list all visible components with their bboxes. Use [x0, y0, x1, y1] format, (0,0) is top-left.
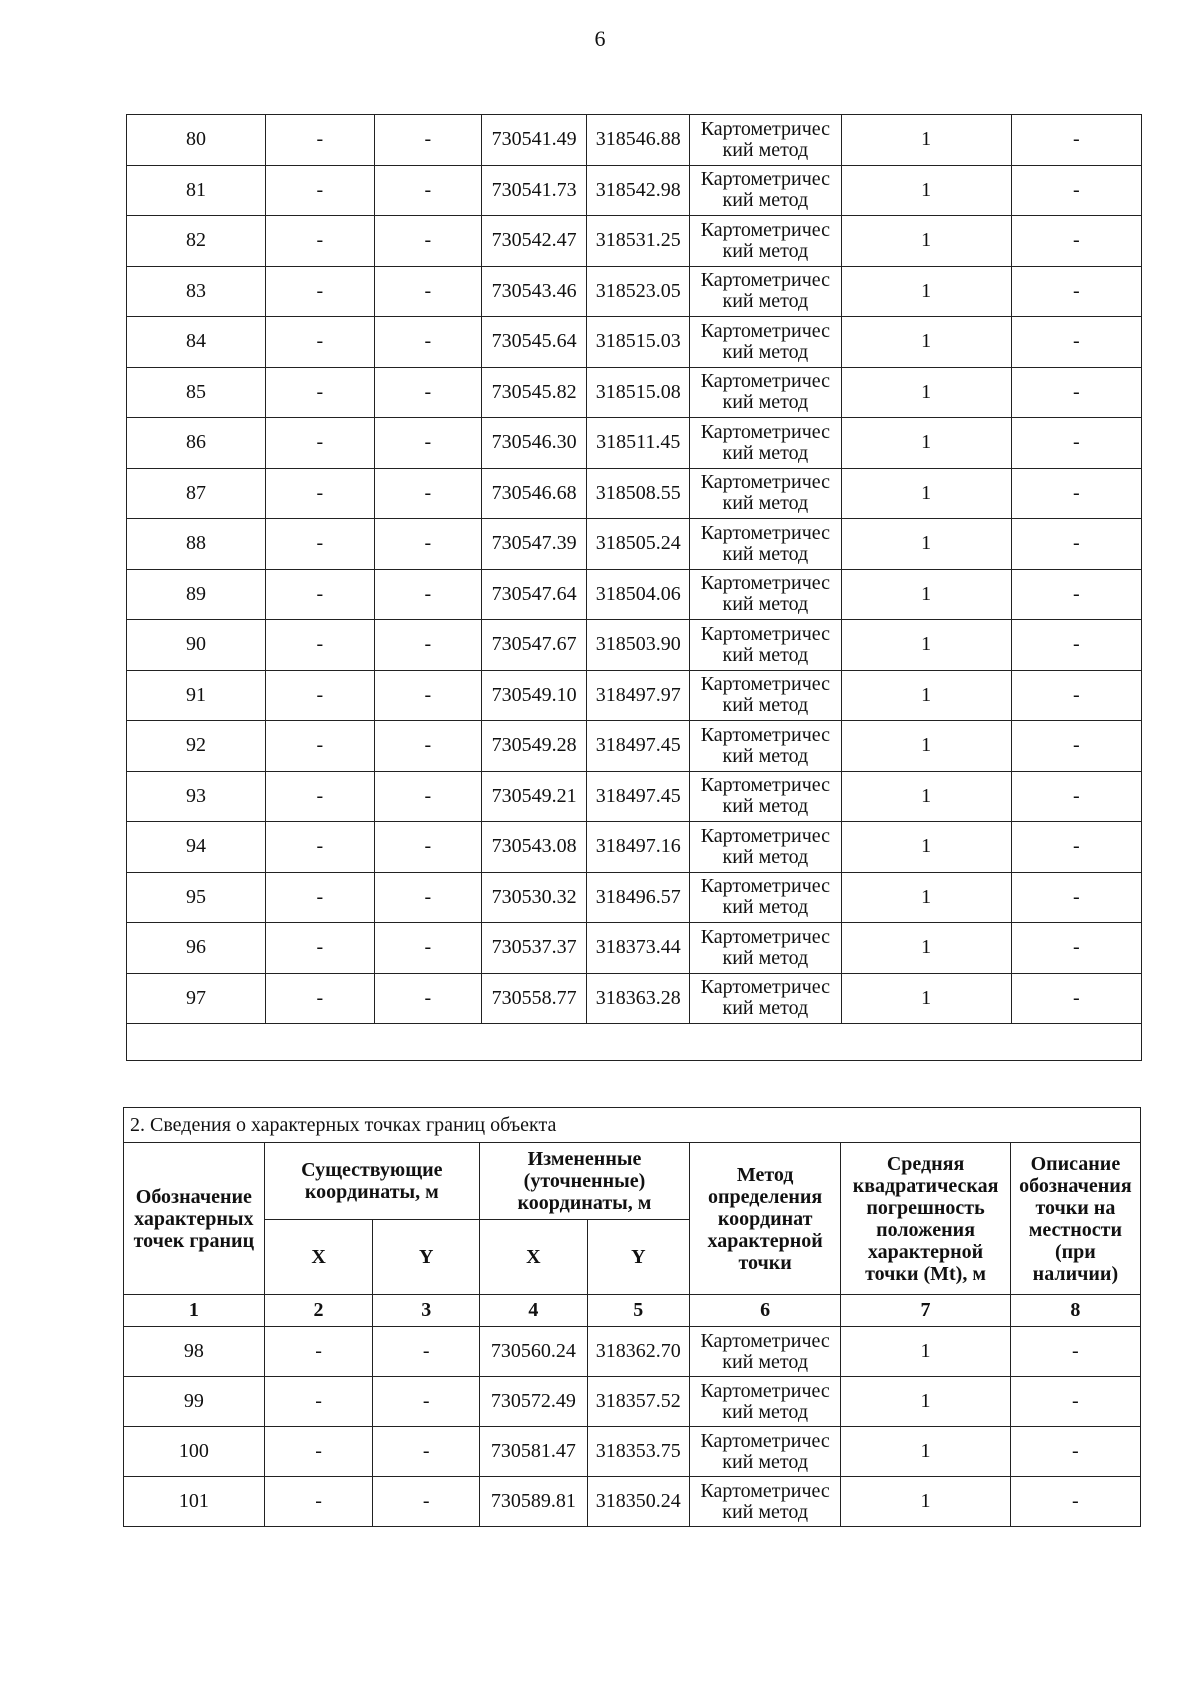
existing-y-cell: - [373, 1377, 480, 1427]
column-number: 5 [587, 1295, 689, 1327]
method-cell [689, 1477, 840, 1527]
table-row [124, 1377, 1141, 1427]
method-cell [690, 317, 842, 368]
existing-x-cell: - [265, 771, 374, 822]
method-cell [690, 519, 842, 570]
method-line-2: кий метод [722, 290, 809, 313]
changed-x-cell: 730549.10 [481, 670, 587, 721]
method-line-1: Картометричес [700, 1379, 830, 1402]
existing-y-cell: - [374, 317, 481, 368]
changed-x-cell: 730549.21 [481, 771, 587, 822]
changed-y-cell: 318363.28 [587, 973, 690, 1024]
existing-x-cell: - [265, 519, 374, 570]
header-method-l2: определения [708, 1185, 823, 1208]
method-line-2: кий метод [722, 593, 809, 616]
existing-y-cell: - [374, 620, 481, 671]
method-cell [690, 569, 842, 620]
header-changed-l1: Измененные [527, 1148, 642, 1170]
header-method-l5: точки [738, 1251, 792, 1274]
error-mt-cell: 1 [841, 367, 1011, 418]
changed-x-cell: 730546.30 [481, 418, 587, 469]
changed-x-cell: 730589.81 [479, 1477, 587, 1527]
existing-x-cell: - [265, 670, 374, 721]
column-number: 8 [1010, 1295, 1140, 1327]
method-line-2: кий метод [722, 441, 809, 464]
point-number-cell: 88 [127, 519, 266, 570]
header-description-l2: обозначения [1019, 1174, 1132, 1197]
description-cell: - [1011, 872, 1141, 923]
changed-x-cell: 730560.24 [479, 1327, 587, 1377]
changed-y-cell: 318373.44 [587, 923, 690, 974]
header-changed-l3: координаты, м [517, 1192, 652, 1214]
changed-y-cell: 318497.97 [587, 670, 690, 721]
point-number-cell: 93 [127, 771, 266, 822]
existing-x-cell: - [264, 1377, 373, 1427]
existing-x-cell: - [265, 468, 374, 519]
changed-y-cell: 318497.16 [587, 822, 690, 873]
header-designation-l2: характерных [134, 1207, 254, 1230]
table-row [127, 165, 1142, 216]
error-mt-cell: 1 [841, 317, 1011, 368]
changed-y-cell: 318503.90 [587, 620, 690, 671]
method-cell [690, 620, 842, 671]
method-cell [690, 165, 842, 216]
header-existing-l2: координаты, м [304, 1181, 439, 1203]
method-line-1: Картометричес [700, 1479, 830, 1502]
error-mt-cell: 1 [841, 822, 1011, 873]
error-mt-cell: 1 [841, 872, 1011, 923]
changed-y-cell: 318508.55 [587, 468, 690, 519]
description-cell: - [1011, 822, 1141, 873]
error-mt-cell: 1 [841, 721, 1011, 772]
header-method-l3: координат [717, 1207, 813, 1230]
method-cell [689, 1327, 840, 1377]
changed-x-cell: 730547.64 [481, 569, 587, 620]
existing-x-cell: - [265, 266, 374, 317]
point-number-cell: 99 [124, 1377, 265, 1427]
table-row [127, 418, 1142, 469]
method-line-2: кий метод [722, 694, 809, 717]
header-changed-x: X [479, 1220, 587, 1295]
changed-y-cell: 318504.06 [587, 569, 690, 620]
method-cell [690, 872, 842, 923]
method-cell [690, 771, 842, 822]
header-error-l6: точки (Mt), м [865, 1262, 986, 1285]
header-existing-y: Y [373, 1220, 480, 1295]
existing-y-cell: - [374, 721, 481, 772]
table-row [127, 822, 1142, 873]
changed-x-cell: 730545.64 [481, 317, 587, 368]
description-cell: - [1011, 771, 1141, 822]
method-line-1: Картометричес [700, 117, 831, 140]
method-line-1: Картометричес [700, 824, 831, 847]
existing-y-cell: - [374, 822, 481, 873]
header-changed-y: Y [587, 1220, 689, 1295]
description-cell: - [1011, 266, 1141, 317]
header-designation-l3: точек границ [133, 1229, 255, 1252]
method-line-2: кий метод [722, 1500, 808, 1523]
point-number-cell: 84 [127, 317, 266, 368]
method-cell [690, 923, 842, 974]
point-number-cell: 89 [127, 569, 266, 620]
table-row [127, 721, 1142, 772]
method-cell [689, 1377, 840, 1427]
method-line-1: Картометричес [700, 1429, 830, 1452]
changed-y-cell: 318496.57 [587, 872, 690, 923]
existing-y-cell: - [373, 1477, 480, 1527]
existing-y-cell: - [374, 367, 481, 418]
method-line-1: Картометричес [700, 1329, 830, 1352]
method-line-2: кий метод [722, 542, 809, 565]
changed-y-cell: 318511.45 [587, 418, 690, 469]
method-line-2: кий метод [722, 643, 809, 666]
error-mt-cell: 1 [841, 115, 1011, 166]
method-line-1: Картометричес [700, 572, 831, 595]
page-number: 6 [594, 26, 606, 51]
description-cell: - [1011, 519, 1141, 570]
method-cell [689, 1427, 840, 1477]
point-number-cell: 82 [127, 216, 266, 267]
method-line-1: Картометричес [700, 774, 831, 797]
header-error-l3: погрешность [866, 1196, 985, 1219]
point-number-cell: 91 [127, 670, 266, 721]
method-line-2: кий метод [722, 1350, 808, 1373]
method-line-2: кий метод [722, 340, 809, 363]
method-line-1: Картометричес [700, 168, 831, 191]
method-cell [690, 468, 842, 519]
description-cell: - [1011, 317, 1141, 368]
header-error-l4: положения [876, 1218, 976, 1241]
table-row [127, 620, 1142, 671]
point-number-cell: 90 [127, 620, 266, 671]
existing-y-cell: - [374, 872, 481, 923]
error-mt-cell: 1 [841, 266, 1011, 317]
existing-x-cell: - [265, 569, 374, 620]
header-changed [479, 1143, 689, 1220]
changed-x-cell: 730542.47 [481, 216, 587, 267]
existing-y-cell: - [374, 519, 481, 570]
header-description-l1: Описание [1030, 1152, 1121, 1175]
existing-x-cell: - [264, 1477, 373, 1527]
method-line-1: Картометричес [700, 723, 831, 746]
method-line-2: кий метод [722, 795, 809, 818]
existing-x-cell: - [264, 1427, 373, 1477]
description-cell: - [1011, 569, 1141, 620]
error-mt-cell: 1 [841, 1377, 1010, 1427]
description-cell: - [1011, 721, 1141, 772]
existing-x-cell: - [265, 973, 374, 1024]
method-cell [690, 670, 842, 721]
existing-x-cell: - [265, 923, 374, 974]
point-number-cell: 83 [127, 266, 266, 317]
column-number: 7 [841, 1295, 1010, 1327]
table-row [127, 115, 1142, 166]
method-cell [690, 973, 842, 1024]
empty-cell [127, 1024, 1142, 1061]
existing-x-cell: - [265, 367, 374, 418]
error-mt-cell: 1 [841, 670, 1011, 721]
header-existing-l1: Существующие [301, 1159, 443, 1181]
changed-y-cell: 318531.25 [587, 216, 690, 267]
existing-x-cell: - [265, 872, 374, 923]
existing-y-cell: - [374, 115, 481, 166]
column-number: 6 [689, 1295, 840, 1327]
changed-y-cell: 318515.08 [587, 367, 690, 418]
table-row [127, 973, 1142, 1024]
error-mt-cell: 1 [841, 468, 1011, 519]
point-number-cell: 100 [124, 1427, 265, 1477]
method-line-1: Картометричес [700, 370, 831, 393]
error-mt-cell: 1 [841, 418, 1011, 469]
header-description [1010, 1143, 1140, 1295]
changed-x-cell: 730541.49 [481, 115, 587, 166]
method-line-2: кий метод [722, 744, 809, 767]
point-number-cell: 95 [127, 872, 266, 923]
point-number-cell: 87 [127, 468, 266, 519]
existing-y-cell: - [374, 670, 481, 721]
method-line-2: кий метод [722, 391, 809, 414]
method-line-1: Картометричес [700, 319, 831, 342]
table-row [127, 670, 1142, 721]
existing-x-cell: - [265, 165, 374, 216]
table-row [127, 216, 1142, 267]
method-line-2: кий метод [722, 138, 809, 161]
header-error-l1: Средняя [886, 1152, 965, 1175]
column-number: 1 [124, 1295, 265, 1327]
boundary-points-table [123, 1107, 1141, 1527]
header-error-l2: квадратическая [852, 1174, 999, 1197]
table-row [124, 1477, 1141, 1527]
header-error-l5: характерной [867, 1240, 984, 1263]
point-number-cell: 81 [127, 165, 266, 216]
method-cell [690, 266, 842, 317]
method-line-1: Картометричес [700, 622, 831, 645]
changed-x-cell: 730549.28 [481, 721, 587, 772]
method-line-1: Картометричес [700, 269, 831, 292]
error-mt-cell: 1 [841, 620, 1011, 671]
changed-x-cell: 730543.08 [481, 822, 587, 873]
table-row [124, 1327, 1141, 1377]
header-designation [124, 1143, 265, 1295]
header-method-l1: Метод [736, 1163, 794, 1186]
changed-x-cell: 730547.39 [481, 519, 587, 570]
existing-x-cell: - [265, 822, 374, 873]
point-number-cell: 80 [127, 115, 266, 166]
changed-x-cell: 730537.37 [481, 923, 587, 974]
table-row [127, 266, 1142, 317]
changed-x-cell: 730530.32 [481, 872, 587, 923]
description-cell: - [1011, 670, 1141, 721]
method-line-1: Картометричес [700, 875, 831, 898]
existing-x-cell: - [265, 418, 374, 469]
error-mt-cell: 1 [841, 569, 1011, 620]
table1-body [127, 115, 1142, 1061]
existing-x-cell: - [265, 317, 374, 368]
changed-x-cell: 730581.47 [479, 1427, 587, 1477]
existing-x-cell: - [265, 721, 374, 772]
changed-y-cell: 318546.88 [587, 115, 690, 166]
existing-y-cell: - [374, 418, 481, 469]
changed-x-cell: 730543.46 [481, 266, 587, 317]
existing-y-cell: - [374, 266, 481, 317]
method-line-2: кий метод [722, 946, 809, 969]
existing-y-cell: - [374, 165, 481, 216]
existing-y-cell: - [374, 468, 481, 519]
changed-y-cell: 318350.24 [587, 1477, 689, 1527]
point-number-cell: 92 [127, 721, 266, 772]
error-mt-cell: 1 [841, 519, 1011, 570]
table2-title: 2. Сведения о характерных точках границ объекта [124, 1108, 1141, 1143]
existing-x-cell: - [264, 1327, 373, 1377]
method-cell [690, 721, 842, 772]
point-number-cell: 101 [124, 1477, 265, 1527]
method-line-2: кий метод [722, 1450, 808, 1473]
method-line-1: Картометричес [700, 521, 831, 544]
method-line-2: кий метод [722, 1400, 808, 1423]
point-number-cell: 96 [127, 923, 266, 974]
existing-x-cell: - [265, 216, 374, 267]
description-cell: - [1011, 468, 1141, 519]
method-line-2: кий метод [722, 896, 809, 919]
method-line-2: кий метод [722, 189, 809, 212]
error-mt-cell: 1 [841, 1427, 1010, 1477]
method-line-1: Картометричес [700, 925, 831, 948]
method-line-1: Картометричес [700, 471, 831, 494]
description-cell: - [1011, 973, 1141, 1024]
coordinates-table-continued [126, 114, 1142, 1061]
point-number-cell: 97 [127, 973, 266, 1024]
description-cell: - [1010, 1477, 1140, 1527]
error-mt-cell: 1 [841, 1477, 1010, 1527]
existing-y-cell: - [374, 973, 481, 1024]
changed-y-cell: 318362.70 [587, 1327, 689, 1377]
method-line-1: Картометричес [700, 673, 831, 696]
changed-y-cell: 318523.05 [587, 266, 690, 317]
changed-x-cell: 730547.67 [481, 620, 587, 671]
method-line-2: кий метод [722, 492, 809, 515]
existing-x-cell: - [265, 115, 374, 166]
header-description-l4: местности [1028, 1218, 1122, 1241]
changed-y-cell: 318497.45 [587, 771, 690, 822]
changed-y-cell: 318515.03 [587, 317, 690, 368]
description-cell: - [1011, 115, 1141, 166]
header-description-l5: (при [1054, 1240, 1096, 1263]
changed-y-cell: 318542.98 [587, 165, 690, 216]
changed-x-cell: 730572.49 [479, 1377, 587, 1427]
description-cell: - [1010, 1427, 1140, 1477]
column-number: 4 [479, 1295, 587, 1327]
changed-x-cell: 730541.73 [481, 165, 587, 216]
changed-x-cell: 730546.68 [481, 468, 587, 519]
point-number-cell: 98 [124, 1327, 265, 1377]
existing-y-cell: - [374, 569, 481, 620]
description-cell: - [1011, 620, 1141, 671]
header-designation-l1: Обозначение [135, 1185, 252, 1208]
method-line-1: Картометричес [700, 976, 831, 999]
header-description-l3: точки на [1035, 1196, 1116, 1219]
method-line-2: кий метод [722, 845, 809, 868]
method-line-2: кий метод [722, 997, 809, 1020]
method-line-1: Картометричес [700, 218, 831, 241]
existing-y-cell: - [373, 1427, 480, 1477]
column-numbers-row [124, 1295, 1141, 1327]
method-line-2: кий метод [722, 239, 809, 262]
column-number: 2 [264, 1295, 373, 1327]
description-cell: - [1011, 367, 1141, 418]
changed-x-cell: 730545.82 [481, 367, 587, 418]
empty-row [127, 1024, 1142, 1061]
error-mt-cell: 1 [841, 771, 1011, 822]
existing-y-cell: - [374, 216, 481, 267]
table-row [127, 569, 1142, 620]
error-mt-cell: 1 [841, 973, 1011, 1024]
table-row [127, 872, 1142, 923]
method-cell [690, 216, 842, 267]
point-number-cell: 86 [127, 418, 266, 469]
description-cell: - [1011, 418, 1141, 469]
point-number-cell: 94 [127, 822, 266, 873]
existing-y-cell: - [374, 771, 481, 822]
existing-y-cell: - [373, 1327, 480, 1377]
method-cell [690, 418, 842, 469]
header-description-l6: наличии) [1032, 1262, 1119, 1285]
header-error [841, 1143, 1010, 1295]
header-method-l4: характерной [707, 1229, 823, 1252]
description-cell: - [1010, 1377, 1140, 1427]
description-cell: - [1011, 923, 1141, 974]
changed-y-cell: 318357.52 [587, 1377, 689, 1427]
table-row [127, 468, 1142, 519]
description-cell: - [1011, 165, 1141, 216]
header-changed-l2: (уточненные) [523, 1170, 646, 1192]
column-number: 3 [373, 1295, 480, 1327]
changed-y-cell: 318505.24 [587, 519, 690, 570]
error-mt-cell: 1 [841, 1327, 1010, 1377]
method-cell [690, 367, 842, 418]
method-cell [690, 822, 842, 873]
table-row [127, 923, 1142, 974]
existing-y-cell: - [374, 923, 481, 974]
method-cell [690, 115, 842, 166]
error-mt-cell: 1 [841, 923, 1011, 974]
table2-body [124, 1327, 1141, 1527]
description-cell: - [1010, 1327, 1140, 1377]
changed-x-cell: 730558.77 [481, 973, 587, 1024]
header-method [689, 1143, 840, 1295]
changed-y-cell: 318497.45 [587, 721, 690, 772]
table-row [127, 519, 1142, 570]
table-row [127, 367, 1142, 418]
table-row [124, 1427, 1141, 1477]
error-mt-cell: 1 [841, 165, 1011, 216]
header-existing [264, 1143, 479, 1220]
point-number-cell: 85 [127, 367, 266, 418]
error-mt-cell: 1 [841, 216, 1011, 267]
changed-y-cell: 318353.75 [587, 1427, 689, 1477]
existing-x-cell: - [265, 620, 374, 671]
method-line-1: Картометричес [700, 420, 831, 443]
header-existing-x: X [264, 1220, 373, 1295]
table-row [127, 317, 1142, 368]
description-cell: - [1011, 216, 1141, 267]
table-row [127, 771, 1142, 822]
